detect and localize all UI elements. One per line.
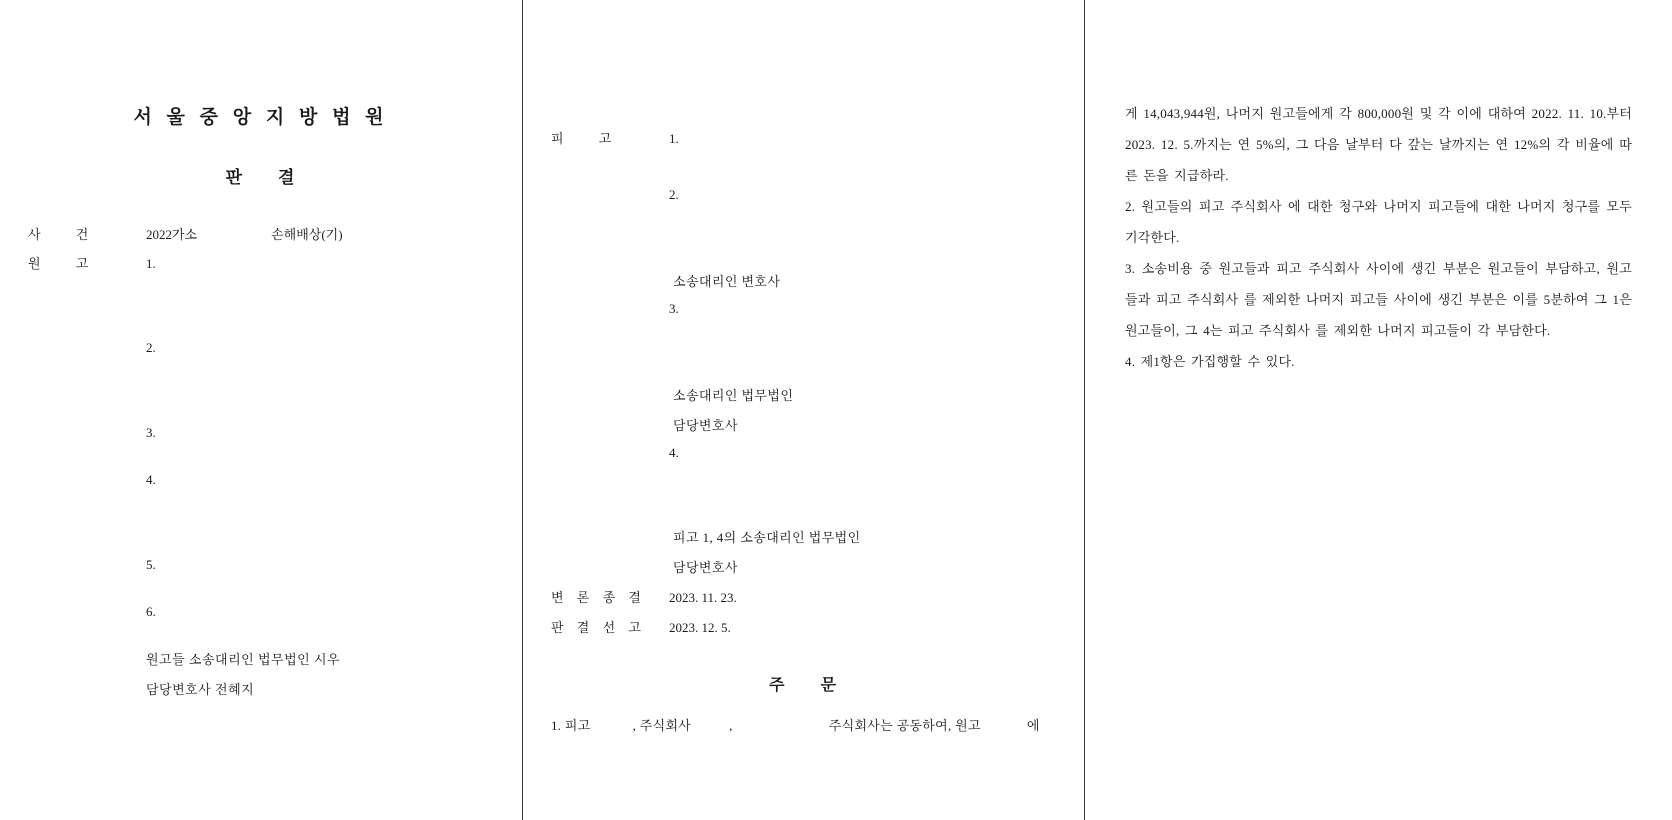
order-item-1-prefix: 1. 피고 xyxy=(551,718,591,733)
defendant-label: 피 고 xyxy=(551,131,628,146)
column-left xyxy=(0,0,522,820)
plaintiff-label: 원 고 xyxy=(28,256,105,271)
judgment-date: 2023. 12. 5. xyxy=(669,620,731,635)
defendant-3-counsel-attorney: 담당변호사 xyxy=(673,418,738,433)
order-item-4: 4. 제1항은 가집행할 수 있다. xyxy=(1125,354,1295,369)
order-item-3: 3. 소송비용 중 원고들과 피고 주식회사 사이에 생긴 부분은 원고들이 부담하고, 원고들과 피고 주식회사 를 제외한 나머지 피고들 사이에 생긴 부분은 이를 5분하여 그 1은 원고들이, 그 4는 피고 주식회사 를 제외한 나머지 피고들이 각 부담한다. xyxy=(1125,261,1632,338)
defendant-item-4: 4. xyxy=(669,445,679,460)
defendant-3-counsel-firm: 소송대리인 법무법인 xyxy=(673,388,794,403)
case-label: 사 건 xyxy=(28,227,105,242)
order-item-2: 2. 원고들의 피고 주식회사 에 대한 청구와 나머지 피고들에 대한 나머지 청구를 모두 기각한다. xyxy=(1125,199,1632,245)
column-middle xyxy=(522,0,1084,820)
defendant-14-counsel-firm: 피고 1, 4의 소송대리인 법무법인 xyxy=(673,530,861,545)
defendant-14-counsel-attorney: 담당변호사 xyxy=(673,560,738,575)
order-item-1-mid3: 주식회사는 공동하여, 원고 xyxy=(828,718,981,733)
order-item-1-continued: 게 14,043,944원, 나머지 원고들에게 각 800,000원 및 각 이에 대하여 2022. 11. 10.부터 2023. 12. 5.까지는 연 5%의, 그 다음 날부터 다 갚는 날까지는 연 12%의 각 비율에 따른 돈을 지급하라. xyxy=(1125,106,1632,183)
column-right xyxy=(1084,0,1672,820)
plaintiff-item-3: 3. xyxy=(146,425,156,440)
case-value xyxy=(146,224,343,243)
order-item-1-mid2: , xyxy=(729,718,733,733)
closing-label: 변 론 종 결 xyxy=(551,590,646,605)
plaintiff-item-6: 6. xyxy=(146,604,156,619)
plaintiff-row xyxy=(28,253,494,272)
order-heading-right: 문 xyxy=(820,677,838,694)
defendant-2-counsel: 소송대리인 변호사 xyxy=(673,274,781,289)
defendant-item-1: 1. xyxy=(669,131,679,146)
defendant-item-2: 2. xyxy=(669,187,679,202)
plaintiff-item-5: 5. xyxy=(146,557,156,572)
order-item-1-mid1: , 주식회사 xyxy=(632,718,692,733)
plaintiff-item-1: 1. xyxy=(146,256,156,271)
judgment-label: 판 결 선 고 xyxy=(551,620,646,635)
plaintiff-item-2: 2. xyxy=(146,340,156,355)
defendant-item-3: 3. xyxy=(669,301,679,316)
document-type-right: 결 xyxy=(278,168,297,187)
closing-row xyxy=(551,587,1056,606)
document-type-left: 판 xyxy=(225,168,244,187)
order-item-1-start xyxy=(551,715,1056,734)
case-row xyxy=(28,224,494,243)
judgment-row xyxy=(551,617,1056,636)
plaintiff-attorney: 담당변호사 전혜지 xyxy=(146,682,255,697)
order-heading-left: 주 xyxy=(769,677,787,694)
case-name: 손해배상(기) xyxy=(271,227,343,242)
order-heading xyxy=(551,672,1056,695)
document-type-heading xyxy=(28,163,494,188)
case-number: 2022가소 xyxy=(146,227,198,242)
closing-date: 2023. 11. 23. xyxy=(669,590,737,605)
plaintiff-item-4: 4. xyxy=(146,472,156,487)
plaintiff-counsel: 원고들 소송대리인 법무법인 시우 xyxy=(146,652,341,667)
defendant-row xyxy=(551,128,1056,147)
order-item-1-end: 에 xyxy=(1026,718,1040,733)
court-title: 서 울 중 앙 지 방 법 원 xyxy=(133,107,389,128)
